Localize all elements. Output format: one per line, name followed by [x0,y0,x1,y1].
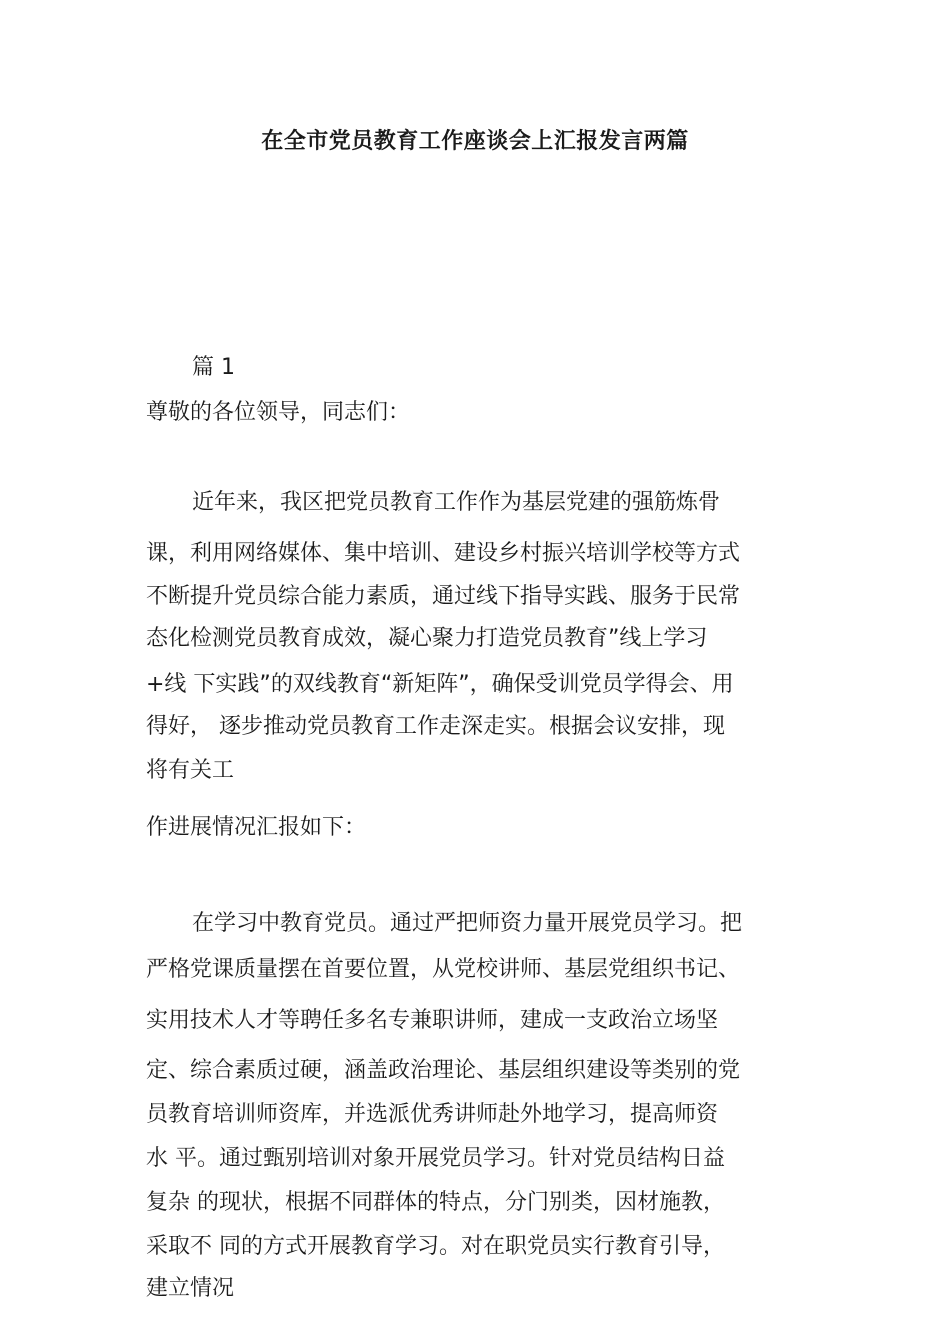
paragraph-line: 将有关工 [146,758,235,783]
section-label: 篇 1 [192,355,235,380]
paragraph-line: 课，利用网络媒体、集中培训、建设乡村振兴培训学校等方式 [146,541,741,566]
paragraph-line: 近年来，我区把党员教育工作作为基层党建的强筋炼骨 [192,490,721,515]
paragraph-line: 采取不 同的方式开展教育学习。对在职党员实行教育引导， [146,1234,725,1259]
greeting: 尊敬的各位领导，同志们： [146,400,411,425]
paragraph-line: 不断提升党员综合能力素质，通过线下指导实践、服务于民常 [146,584,741,609]
paragraph-line: +线 下实践”的双线教育“新矩阵”，确保受训党员学得会、用 [146,672,734,697]
paragraph-line: 严格党课质量摆在首要位置，从党校讲师、基层党组织书记、 [146,957,741,982]
paragraph-line: 在学习中教育党员。通过严把师资力量开展党员学习。把 [192,911,743,936]
paragraph-line: 作进展情况汇报如下： [146,815,367,840]
paragraph-line: 建立情况 [146,1276,235,1301]
document-title: 在全市党员教育工作座谈会上汇报发言两篇 [261,129,689,154]
paragraph-line: 复杂 的现状，根据不同群体的特点，分门别类，因材施教， [146,1190,725,1215]
paragraph-line: 水 平。通过甄别培训对象开展党员学习。针对党员结构日益 [146,1146,725,1171]
paragraph-line: 实用技术人才等聘任多名专兼职讲师，建成一支政治立场坚 [146,1008,719,1033]
paragraph-line: 得好， 逐步推动党员教育工作走深走实。根据会议安排，现 [146,714,725,739]
paragraph-line: 态化检测党员教育成效，凝心聚力打造党员教育”线上学习 [146,626,708,651]
paragraph-line: 定、综合素质过硬，涵盖政治理论、基层组织建设等类别的党 [146,1058,741,1083]
paragraph-line: 员教育培训师资库，并选派优秀讲师赴外地学习，提高师资 [146,1102,719,1127]
